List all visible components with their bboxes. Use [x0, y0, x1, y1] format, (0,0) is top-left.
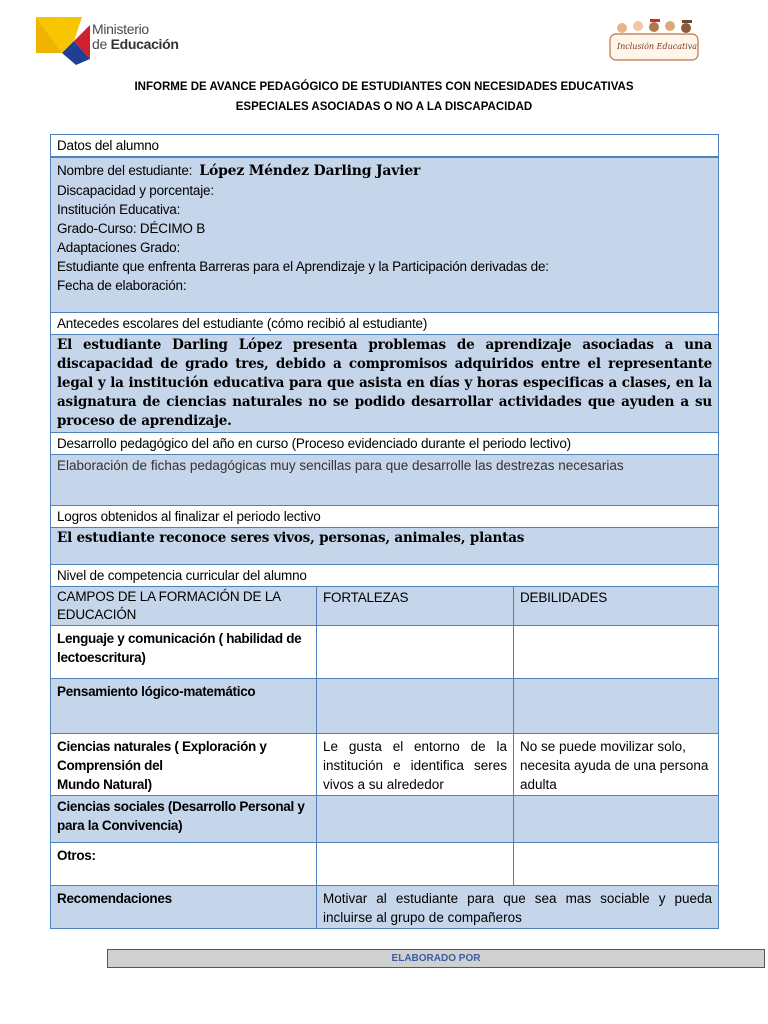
report-title-line2: ESPECIALES ASOCIADAS O NO A LA DISCAPACIDAD	[235, 101, 533, 113]
datos-header-row	[51, 135, 719, 158]
fortalezas-lenguaje	[317, 626, 514, 679]
inclusion-educativa-logo	[604, 16, 704, 64]
table-row	[51, 679, 719, 734]
logo-line2	[92, 37, 179, 52]
table-row	[51, 796, 719, 843]
campo-cn-line1: Ciencias naturales ( Exploración y	[57, 739, 267, 754]
campo-otros: Otros:	[51, 843, 317, 886]
debilidades-matematico	[514, 679, 719, 734]
desarrollo-header-row	[51, 433, 719, 455]
campo-lenguaje: Lenguaje y comunicación ( habilidad de lectoescritura)	[51, 626, 317, 679]
institucion-label: Institución Educativa:	[57, 202, 181, 217]
grado-label: Grado-Curso: DÉCIMO B	[57, 221, 206, 236]
datos-section-title: Datos del alumno	[51, 135, 719, 158]
antecedentes-header-row	[51, 313, 719, 335]
debilidades-otros	[514, 843, 719, 886]
antecedentes-body-row	[51, 335, 719, 433]
adaptaciones-label: Adaptaciones Grado:	[57, 240, 181, 255]
table-row	[51, 843, 719, 886]
campo-ciencias-sociales: Ciencias sociales (Desarrollo Personal y para la Convivencia)	[51, 796, 317, 843]
competencia-header-row	[51, 565, 719, 587]
campo-cn-line3: Mundo Natural)	[57, 777, 152, 792]
table-row	[51, 626, 719, 679]
recomendaciones-label: Recomendaciones	[51, 886, 317, 929]
competencia-title: Nivel de competencia curricular del alumno	[51, 565, 719, 587]
fecha-label: Fecha de elaboración:	[57, 278, 187, 293]
inclusion-logo-text: Inclusión Educativa	[616, 42, 698, 51]
logros-title: Logros obtenidos al finalizar el periodo lectivo	[51, 506, 719, 528]
col-header-campos: CAMPOS DE LA FORMACIÓN DE LA EDUCACIÓN	[51, 587, 317, 626]
col-header-fortalezas: FORTALEZAS	[317, 587, 514, 626]
discapacidad-label: Discapacidad y porcentaje:	[57, 183, 214, 198]
desarrollo-text: Elaboración de fichas pedagógicas muy sencillas para que desarrolle las destrezas necesarias	[51, 455, 719, 506]
campo-ciencias-naturales	[51, 734, 317, 796]
nombre-label: Nombre del estudiante:	[57, 163, 193, 178]
barreras-label: Estudiante que enfrenta Barreras para el Aprendizaje y la Participación derivadas de:	[57, 259, 549, 274]
debilidades-lenguaje	[514, 626, 719, 679]
desarrollo-body-row	[51, 455, 719, 506]
col-header-debilidades: DEBILIDADES	[514, 587, 719, 626]
competencia-columns-row	[51, 587, 719, 626]
report-table	[50, 134, 719, 929]
nombre-line	[57, 161, 712, 181]
fortalezas-matematico	[317, 679, 514, 734]
nombre-value: López Méndez Darling Javier	[199, 163, 421, 179]
datos-body-row	[51, 157, 719, 313]
fortalezas-otros	[317, 843, 514, 886]
logros-body-row	[51, 528, 719, 565]
report-title-line1: INFORME DE AVANCE PEDAGÓGICO DE ESTUDIANTES CON NECESIDADES EDUCATIVAS	[134, 81, 634, 93]
logros-text: El estudiante reconoce seres vivos, personas, animales, plantas	[51, 528, 719, 565]
debilidades-ciencias-naturales: No se puede movilizar solo, necesita ayuda de una persona adulta	[514, 734, 719, 796]
desarrollo-title: Desarrollo pedagógico del año en curso (Proceso evidenciado durante el periodo lectivo)	[51, 433, 719, 455]
logros-header-row	[51, 506, 719, 528]
antecedentes-text: El estudiante Darling López presenta problemas de aprendizaje asociadas a una discapacidad de grado tres, debido a compromisos adquiridos entre el representante legal y la institución educativa para que asista en días y horas especificas a clases, en la asignatura de ciencias naturales no se podido desarrollar actividades que ayuden a su proceso de aprendizaje.	[51, 335, 719, 433]
logo-line2-prefix: de	[92, 36, 111, 52]
debilidades-ciencias-sociales	[514, 796, 719, 843]
logo-line1: Ministerio	[92, 21, 149, 37]
ministerio-logo-text	[92, 22, 179, 52]
logo-line2-bold: Educación	[110, 36, 179, 52]
datos-body	[51, 157, 719, 313]
recomendaciones-row	[51, 886, 719, 929]
antecedentes-title: Antecedes escolares del estudiante (cómo recibió al estudiante)	[51, 313, 719, 335]
campo-cn-line2: Comprensión del	[57, 758, 163, 773]
elaborado-por-bar: ELABORADO POR	[107, 949, 765, 968]
recomendaciones-text: Motivar al estudiante para que sea mas sociable y pueda incluirse al grupo de compañeros	[317, 886, 719, 929]
fortalezas-ciencias-naturales: Le gusta el entorno de la institución e identifica seres vivos a su alrededor	[317, 734, 514, 796]
fortalezas-ciencias-sociales	[317, 796, 514, 843]
table-row	[51, 734, 719, 796]
campo-matematico: Pensamiento lógico-matemático	[51, 679, 317, 734]
